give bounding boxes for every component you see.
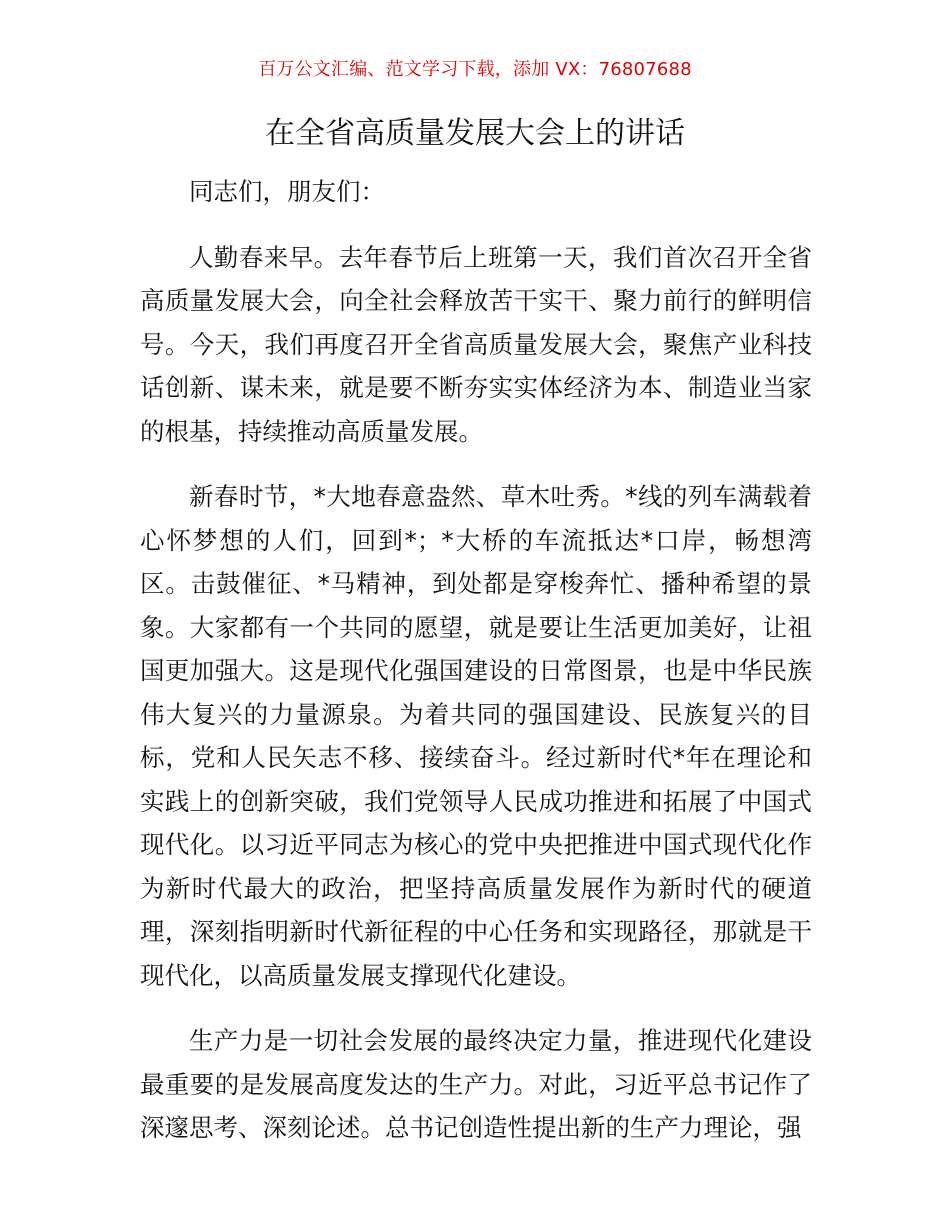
document-title: 在全省高质量发展大会上的讲话 (265, 116, 685, 151)
salutation: 同志们，朋友们： (189, 177, 385, 206)
document-body (140, 170, 812, 1172)
paragraph-2: 新春时节，*大地春意盎然、草木吐秀。*线的列车满载着心怀梦想的人们，回到*；*大桥的车流抵达*口岸，畅想湾区。击鼓催征、*马精神，到处都是穿梭奔忙、播种希望的景象。大家都有一个共同的愿望，就是要让生活更加美好，让祖国更加强大。这是现代化强国建设的日常图景，也是中华民族伟大复兴的力量源泉。为着共同的强国建设、民族复兴的目标，党和人民矢志不移、接续奋斗。经过新时代*年在理论和实践上的创新突破，我们党领导人民成功推进和拓展了中国式现代化。以习近平同志为核心的党中央把推进中国式现代化作为新时代最大的政治，把坚持高质量发展作为新时代的硬道理，深刻指明新时代新征程的中心任务和实现路径，那就是干现代化，以高质量发展支撑现代化建设。 (140, 482, 812, 990)
paragraph-3: 生产力是一切社会发展的最终决定力量，推进现代化建设最重要的是发展高度发达的生产力。对此，习近平总书记作了深邃思考、深刻论述。总书记创造性提出新的生产力理论，强 (140, 1026, 812, 1142)
promo-banner: 百万公文汇编、范文学习下载，添加 VX：76807688 (258, 59, 692, 80)
paragraph-1: 人勤春来早。去年春节后上班第一天，我们首次召开全省高质量发展大会，向全社会释放苦干实干、聚力前行的鲜明信号。今天，我们再度召开全省高质量发展大会，聚焦产业科技话创新、谋未来，就是要不断夯实实体经济为本、制造业当家的根基，持续推动高质量发展。 (140, 242, 812, 446)
